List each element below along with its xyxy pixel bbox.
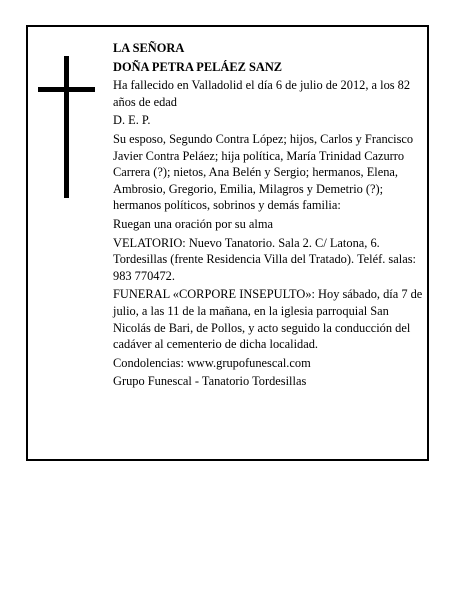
obituary-notice [26,25,429,461]
title-prefix: LA SEÑORA [113,41,185,55]
deceased-name: DOÑA PETRA PELÁEZ SANZ [113,59,283,74]
funeral-info: FUNERAL «CORPORE INSEPULTO»: Hoy sábado, día 7 de julio, a las 11 de la mañana, en la iglesia parroquial San Nicolás de Bari, de Pollos, y acto seguido la conducción del cadáver al cementerio de dicha localidad. [113,287,423,352]
family-list: Su esposo, Segundo Contra López; hijos, Carlos y Francisco Javier Contra Peláez; hija política, María Trinidad Cazurro Carrera (?); nietos, Ana Belén y Sergio; hermanos, Elena, Ambrosio, Gregorio, Emilia, Milagros y Demetrio (?); hermanos políticos, sobrinos y demás familia: [113,131,414,213]
obituary-text [113,40,425,392]
cross-vertical-bar [64,56,69,198]
dep-line: D. E. P. [113,113,151,128]
cross-horizontal-bar [38,87,95,92]
wake-info: VELATORIO: Nuevo Tanatorio. Sala 2. C/ Latona, 6. Tordesillas (frente Residencia Villa del Tratado). Teléf. salas: 983 770472. [113,235,416,283]
death-info: Ha fallecido en Valladolid el día 6 de julio de 2012, a los 82 años de edad [113,78,411,109]
prayer-request: Ruegan una oración por su alma [113,216,273,231]
latin-cross-icon [38,56,95,198]
condolences-info: Condolencias: www.grupofunescal.com [113,355,311,370]
funeral-home: Grupo Funescal - Tanatorio Tordesillas [113,374,307,389]
